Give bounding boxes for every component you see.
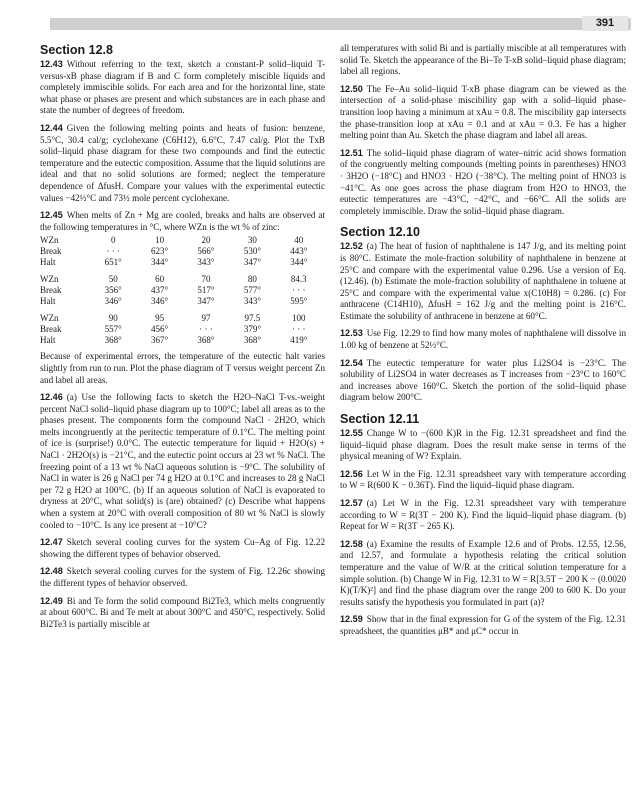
problem-text: Change W to −(600 K)R in the Fig. 12.31 spreadsheet and find the liquid–liquid phase diagram. Does the result make sense in terms of the physical meaning of W? Explain. [340,428,626,462]
section-heading: Section 12.8 [40,43,113,57]
table-cell: 557° [104,324,122,335]
table-cell: 443° [290,246,308,257]
table-cell: 517° [197,285,215,296]
table-cell: 379° [243,324,261,335]
table-cell: 70 [201,274,211,285]
problem-12-46 [40,392,325,531]
problem-text: Without referring to the text, sketch a constant-P solid–liquid T-versus-xB phase diagram if B and C form completely miscible liquids and completely immiscible solids. For each area and for the horizontal line, state what phase or phases are present and which substances are in each phase and state the number of degrees of freedom. [40,59,325,116]
problem-text: Let W in the Fig. 12.31 spreadsheet vary with temperature according to W = R(600 K − 0.36T). Find the liquid–liquid phase diagram. [340,468,626,491]
table-row [40,296,322,307]
problem-number: 12.54 [340,357,363,368]
problem-12-44 [40,123,325,204]
row-label: Break [40,285,62,296]
table-cell: 30 [247,235,257,246]
row-label: Halt [40,296,56,307]
table-cell: · · · [106,246,120,257]
problem-number: 12.47 [40,537,63,548]
table-cell: 577° [243,285,261,296]
problem-text: The Fe–Au solid–liquid T-xB phase diagram can be viewed as the intersection of a solid-phase miscibility gap with a solid–liquid phase-transition loop having a minimum at xAu = 0.8. The miscibility gap intersects the phase-transition loop at xAu = 0.1 and at xAu = 0.3. Fe has a higher melting point than Au. Sketch the phase diagram and label all areas. [340,83,626,141]
table-cell: · · · [292,324,306,335]
problem-12-54 [340,358,626,404]
table-cell: 347° [243,257,261,268]
problem-number: 12.52 [340,241,363,252]
problem-12-45 [40,210,325,233]
table-cell: 95 [155,313,165,324]
row-label: Break [40,246,62,257]
problem-text: Given the following melting points and heats of fusion: benzene, 5.5°C, 30.4 cal/g; cyclohexane (C6H12), 6.6°C, 7.47 cal/g. Plot the TxB solid–liquid phase diagram for these two compounds and find the eutectic temperature and the eutectic composition. Assume that the liquid solutions are ideal and that no solid solutions are formed; neglect the temperature dependence of ΔfusH. Compare your values with the experimental eutectic values −42½°C and 73½ mole percent cyclohexane. [40,122,325,203]
problem-number: 12.44 [40,122,63,133]
table-cell: 368° [104,335,122,346]
page-number: 391 [582,16,628,31]
table-cell: 40 [294,235,304,246]
table-cell: 356° [104,285,122,296]
table-cell: 437° [151,285,169,296]
left-column [40,43,325,636]
problem-number: 12.55 [340,428,363,439]
page-header-bar [50,18,631,30]
problem-text: (a) Use the following facts to sketch the H2O–NaCl T-vs.-weight percent NaCl solid–liquid phase diagram up to 100°C; label all areas as to the phases present. The components form the compound NaCl · 2H2O, which melts incongruently at the peritectic temperature of 0.1°C. The melting point of ice is (surprise!) 0.0°C. The eutectic temperature for liquid + H2O(s) + NaCl · 2H2O(s) is −21°C, and the eutectic point occurs at 23 wt % NaCl. The freezing point of a 13 wt % NaCl aqueous solution is −9°C. The solubility of NaCl in water is 26 g NaCl per 74 g H2O at 0.1°C and increases to 28 g NaCl per 72 g H2O at 100°C. (b) If an aqueous solution of NaCl is evaporated to dryness at 20°C, what solid(s) is (are) obtained? (c) Describe what happens when a system at 20°C with overall composition of 80 wt % NaCl is slowly cooled to −10°C. Is any ice present at −10°C? [40,392,325,530]
problem-number: 12.45 [40,210,63,221]
table-row [40,257,322,268]
table-cell: 84.3 [290,274,307,285]
table-cell: 419° [290,335,308,346]
problem-number: 12.57 [340,498,363,508]
table-cell: 100 [292,313,306,324]
problem-12-53 [340,328,626,351]
problem-12-55 [340,428,626,463]
row-label: Halt [40,335,56,346]
problem-12-43 [40,59,325,117]
table-cell: 347° [197,296,215,307]
table-cell: 595° [290,296,308,307]
row-label: Halt [40,257,56,268]
problem-number: 12.50 [340,83,363,94]
problem-text: Use Fig. 12.29 to find how many moles of naphthalene will dissolve in 1.00 kg of benzene at 52½°C. [340,328,626,351]
table-row [40,335,322,346]
problem-12-48 [40,566,325,589]
table-row [40,285,322,296]
problem-number: 12.58 [340,538,363,549]
table-cell: 97.5 [244,313,261,324]
problem-12-50 [340,84,626,142]
problem-text: Sketch several cooling curves for the system of Fig. 12.26c showing the different types of behavior observed. [40,566,325,588]
problem-number: 12.56 [340,468,363,479]
table-cell: 368° [243,335,261,346]
table-cell: 367° [151,335,169,346]
table-cell: 10 [155,235,165,246]
table-cell: 343° [197,257,215,268]
problem-text: Bi and Te form the solid compound Bi2Te3, which melts congruently at about 600°C. Bi and Te melt at about 300°C and 450°C, respectively. Solid Bi2Te3 is partially miscible at [40,595,325,629]
problem-12-57 [340,498,626,533]
table-cell: · · · [199,324,213,335]
problem-text: Show that in the final expression for G of the system of the Fig. 12.31 spreadsheet, the quantities μB* and μC* occur in [340,614,626,636]
problem-12-45-continued: Because of experimental errors, the temperature of the eutectic halt varies slightly from run to run. Plot the phase diagram of T versus weight percent Zn and label all areas. [40,351,325,385]
problem-12-58 [340,539,626,609]
right-column [340,43,626,644]
table-cell: 50 [108,274,118,285]
problem-text: The solid–liquid phase diagram of water–nitric acid shows formation of the congruently melting compounds (melting points in parentheses) HNO3 · 3H2O (−18°C) and HNO3 · H2O (−38°C). The melting point of HNO3 is −41°C. As one goes across the phase diagram from H2O to HNO3, the eutectic temperatures are −43°C, −42°C, and −66°C. All the solids are completely immiscible. Draw the solid–liquid phase diagram. [340,147,626,216]
zn-mg-data-table [40,235,322,346]
problem-12-51 [340,148,626,218]
table-cell: 623° [151,246,169,257]
table-cell: 346° [151,296,169,307]
table-cell: 530° [243,246,261,257]
table-cell: 0 [110,235,116,246]
row-label: Break [40,324,62,335]
table-row [40,324,322,335]
table-cell: 368° [197,335,215,346]
problem-12-59 [340,614,626,637]
table-cell: 344° [290,257,308,268]
problem-number: 12.51 [340,147,363,158]
table-cell: 20 [201,235,211,246]
table-row [40,235,322,246]
problem-12-49 [40,596,325,631]
problem-text: (a) Let W in the Fig. 12.31 spreadsheet vary with temperature according to W = R(3T − 200 K). Find the liquid–liquid phase diagram. (b) Repeat for W = R(3T − 265 K). [340,498,626,532]
problem-number: 12.48 [40,566,63,577]
section-heading: Section 12.10 [340,225,420,240]
problem-text: Sketch several cooling curves for the system Cu–Ag of Fig. 12.22 showing the different types of behavior observed. [40,537,325,559]
problem-text: (a) Examine the results of Example 12.6 and of Probs. 12.55, 12.56, and 12.57, and formulate a hypothesis relating the critical solution temperature and the value of W/R at the critical solution temperature for a simple solution. (b) Change W in Fig. 12.31 to W = R[3.5T − 200 K − (0.0020 K)(T/K)²] and find the phase diagram over the range 200 to 600 K. Do your results satisfy the hypothesis you formulated in part (a)? [340,538,626,607]
table-cell: 346° [104,296,122,307]
table-cell: 60 [155,274,165,285]
problem-text: (a) The heat of fusion of naphthalene is 147 J/g, and its melting point is 80°C. Estimate the mole-fraction solubility of naphthalene in benzene at 25°C and compare with the experimental value 0.296. Use a version of Eq. (12.46). (b) Estimate the mole-fraction solubility of naphthalene in toluene at 25°C and compare with the experimental value x(C10H8) = 0.286. (c) For anthracene (C14H10), ΔfusH = 162 J/g and the melting point is 216°C. Estimate the solubility of anthracene in benzene at 60°C. [340,241,626,321]
problem-number: 12.46 [40,392,63,403]
row-label: WZn [40,235,59,246]
table-row [40,274,322,285]
table-cell: · · · [292,285,306,296]
table-cell: 97 [201,313,211,324]
problem-12-47 [40,537,325,560]
table-cell: 343° [243,296,261,307]
problem-text: The eutectic temperature for water plus Li2SO4 is −23°C. The solubility of Li2SO4 in water decreases as T increases from −23°C to 160°C and increases above 160°C. Sketch the portion of the solid–liquid phase diagram below 200°C. [340,357,626,403]
table-cell: 344° [151,257,169,268]
problem-12-56 [340,469,626,492]
table-cell: 651° [104,257,122,268]
problem-number: 12.59 [340,614,363,625]
table-row [40,313,322,324]
problem-text: When melts of Zn + Mg are cooled, breaks and halts are observed at the following temperatures in °C, where WZn is the wt % of zinc: [40,210,325,232]
problem-number: 12.43 [40,59,63,69]
table-cell: 456° [151,324,169,335]
table-cell: 566° [197,246,215,257]
problem-number: 12.53 [340,328,363,339]
table-row [40,246,322,257]
section-heading: Section 12.11 [340,412,420,427]
problem-12-49-continued: all temperatures with solid Bi and is partially miscible at all temperatures with solid Te. Sketch the appearance of the Bi–Te T-xB solid–liquid phase diagram; label all regions. [340,43,626,77]
problem-number: 12.49 [40,595,63,606]
table-cell: 80 [247,274,257,285]
row-label: WZn [40,313,59,324]
row-label: WZn [40,274,59,285]
problem-12-52 [340,241,626,322]
table-cell: 90 [108,313,118,324]
